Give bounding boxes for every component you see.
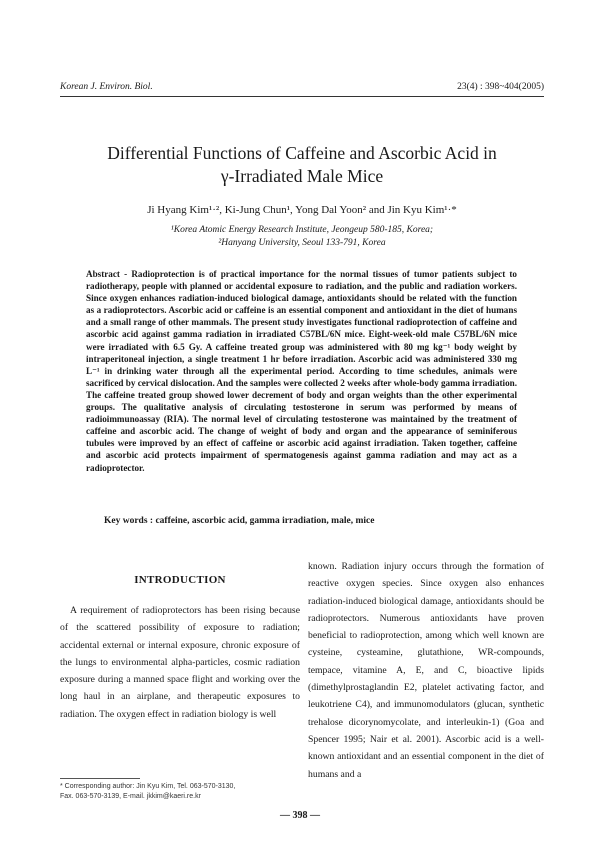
- paper-title: [60, 142, 544, 188]
- header-rule: [60, 96, 544, 97]
- footnote-line-2: Fax. 063-570-3139, E-mail. jkkim@kaeri.re.kr: [60, 793, 201, 800]
- intro-paragraph-left: A requirement of radioprotectors has been rising because of the scattered possibility of exposure to radiation; accidental external or internal exposure, chronic exposure of the lungs to environmental alpha-particles, cosmic radiation exposure during a manned space flight and working over the long haul in an airplane, and therapeutic exposures to radiation. The oxygen effect in radiation biology is well: [60, 605, 300, 720]
- abstract: Abstract - Radioprotection is of practical importance for the normal tissues of tumor patients subject to radiotherapy, people with planned or accidental exposure to radiation, and the public and radiation workers. Since oxygen enhances radiation-induced biological damage, antioxidants should be related with the function as a radioprotectors. Ascorbic acid or caffeine is an essential component and antioxidant in the diet of humans and a small range of other mammals. The present study investigates functional radioprotection of caffeine and ascorbic acid against gamma radiation in irradiated C57BL/6N mice. Eight-week-old male C57BL/6N mice were irradiated with 6.5 Gy. A caffeine treated group was administered with 80 mg kg⁻¹ body weight by intraperitoneal injection, a single treatment 1 hr before irradiation. Ascorbic acid was administered 330 mg L⁻¹ in drinking water through all the experimental period. According to time schedules, animals were sacrificed by cervical dislocation. And the samples were collected 2 weeks after whole-body gamma irradiation. The caffeine treated group showed lower decrement of body and organ weights than the other experimental groups. The qualitative analysis of circulating testosterone in serum was performed by means of radioimmunoassay (RIA). The normal level of circulating testosterone was maintained by the treatment of caffeine and ascorbic acid. The change of weight of body and organ and the appearance of seminiferous tubules were improved by an effect of caffeine or ascorbic acid against irradiation. Taken together, caffeine and ascorbic acid protects impairment of spermatogenesis against gamma radiation and may act as a radioprotector.: [86, 269, 518, 473]
- intro-paragraph-right: known. Radiation injury occurs through the formation of reactive oxygen species. Since oxygen also enhances radiation-induced biological damage, antioxidants should be radioprotectors. Numerous antioxidants have proven beneficial to radioprotection, among which well known are cysteine, cysteamine, glutathione, WR-compounds, tempace, vitamine A, E, and C, bioactive lipids (dimethylprostaglandin E2, platelet activating factor, and leukotriene C4), and immunomodulators (glucan, synthetic trehalose dicorynomycolate, and interleukin-1) (Goa and Spencer 1995; Nair et al. 2001). Ascorbic acid is a well-known antioxidant and an essential component in the diet of humans and a: [308, 561, 544, 780]
- affiliation-1: ¹Korea Atomic Energy Research Institute, Jeongeup 580-185, Korea;: [170, 225, 434, 235]
- section-heading-introduction: INTRODUCTION: [134, 574, 226, 586]
- footnote-rule: [60, 778, 140, 779]
- title-line-1: Differential Functions of Caffeine and Ascorbic Acid in: [107, 143, 497, 163]
- footnote: [60, 782, 300, 802]
- journal-name: Korean J. Environ. Biol.: [60, 82, 153, 92]
- keywords: Key words : caffeine, ascorbic acid, gamma irradiation, male, mice: [104, 516, 375, 526]
- page-number: — 398 —: [280, 810, 320, 821]
- author-list: Ji Hyang Kim¹·², Ki-Jung Chun¹, Yong Dal Yoon² and Jin Kyu Kim¹·*: [147, 204, 457, 216]
- affiliation-2: ²Hanyang University, Seoul 133-791, Korea: [218, 238, 386, 248]
- footnote-line-1: * Corresponding author: Jin Kyu Kim, Tel. 063-570-3130,: [60, 783, 236, 790]
- citation: 23(4) : 398~404(2005): [457, 82, 544, 92]
- affiliations: [60, 224, 544, 250]
- running-head: [60, 82, 544, 92]
- title-line-2: γ-Irradiated Male Mice: [220, 166, 384, 186]
